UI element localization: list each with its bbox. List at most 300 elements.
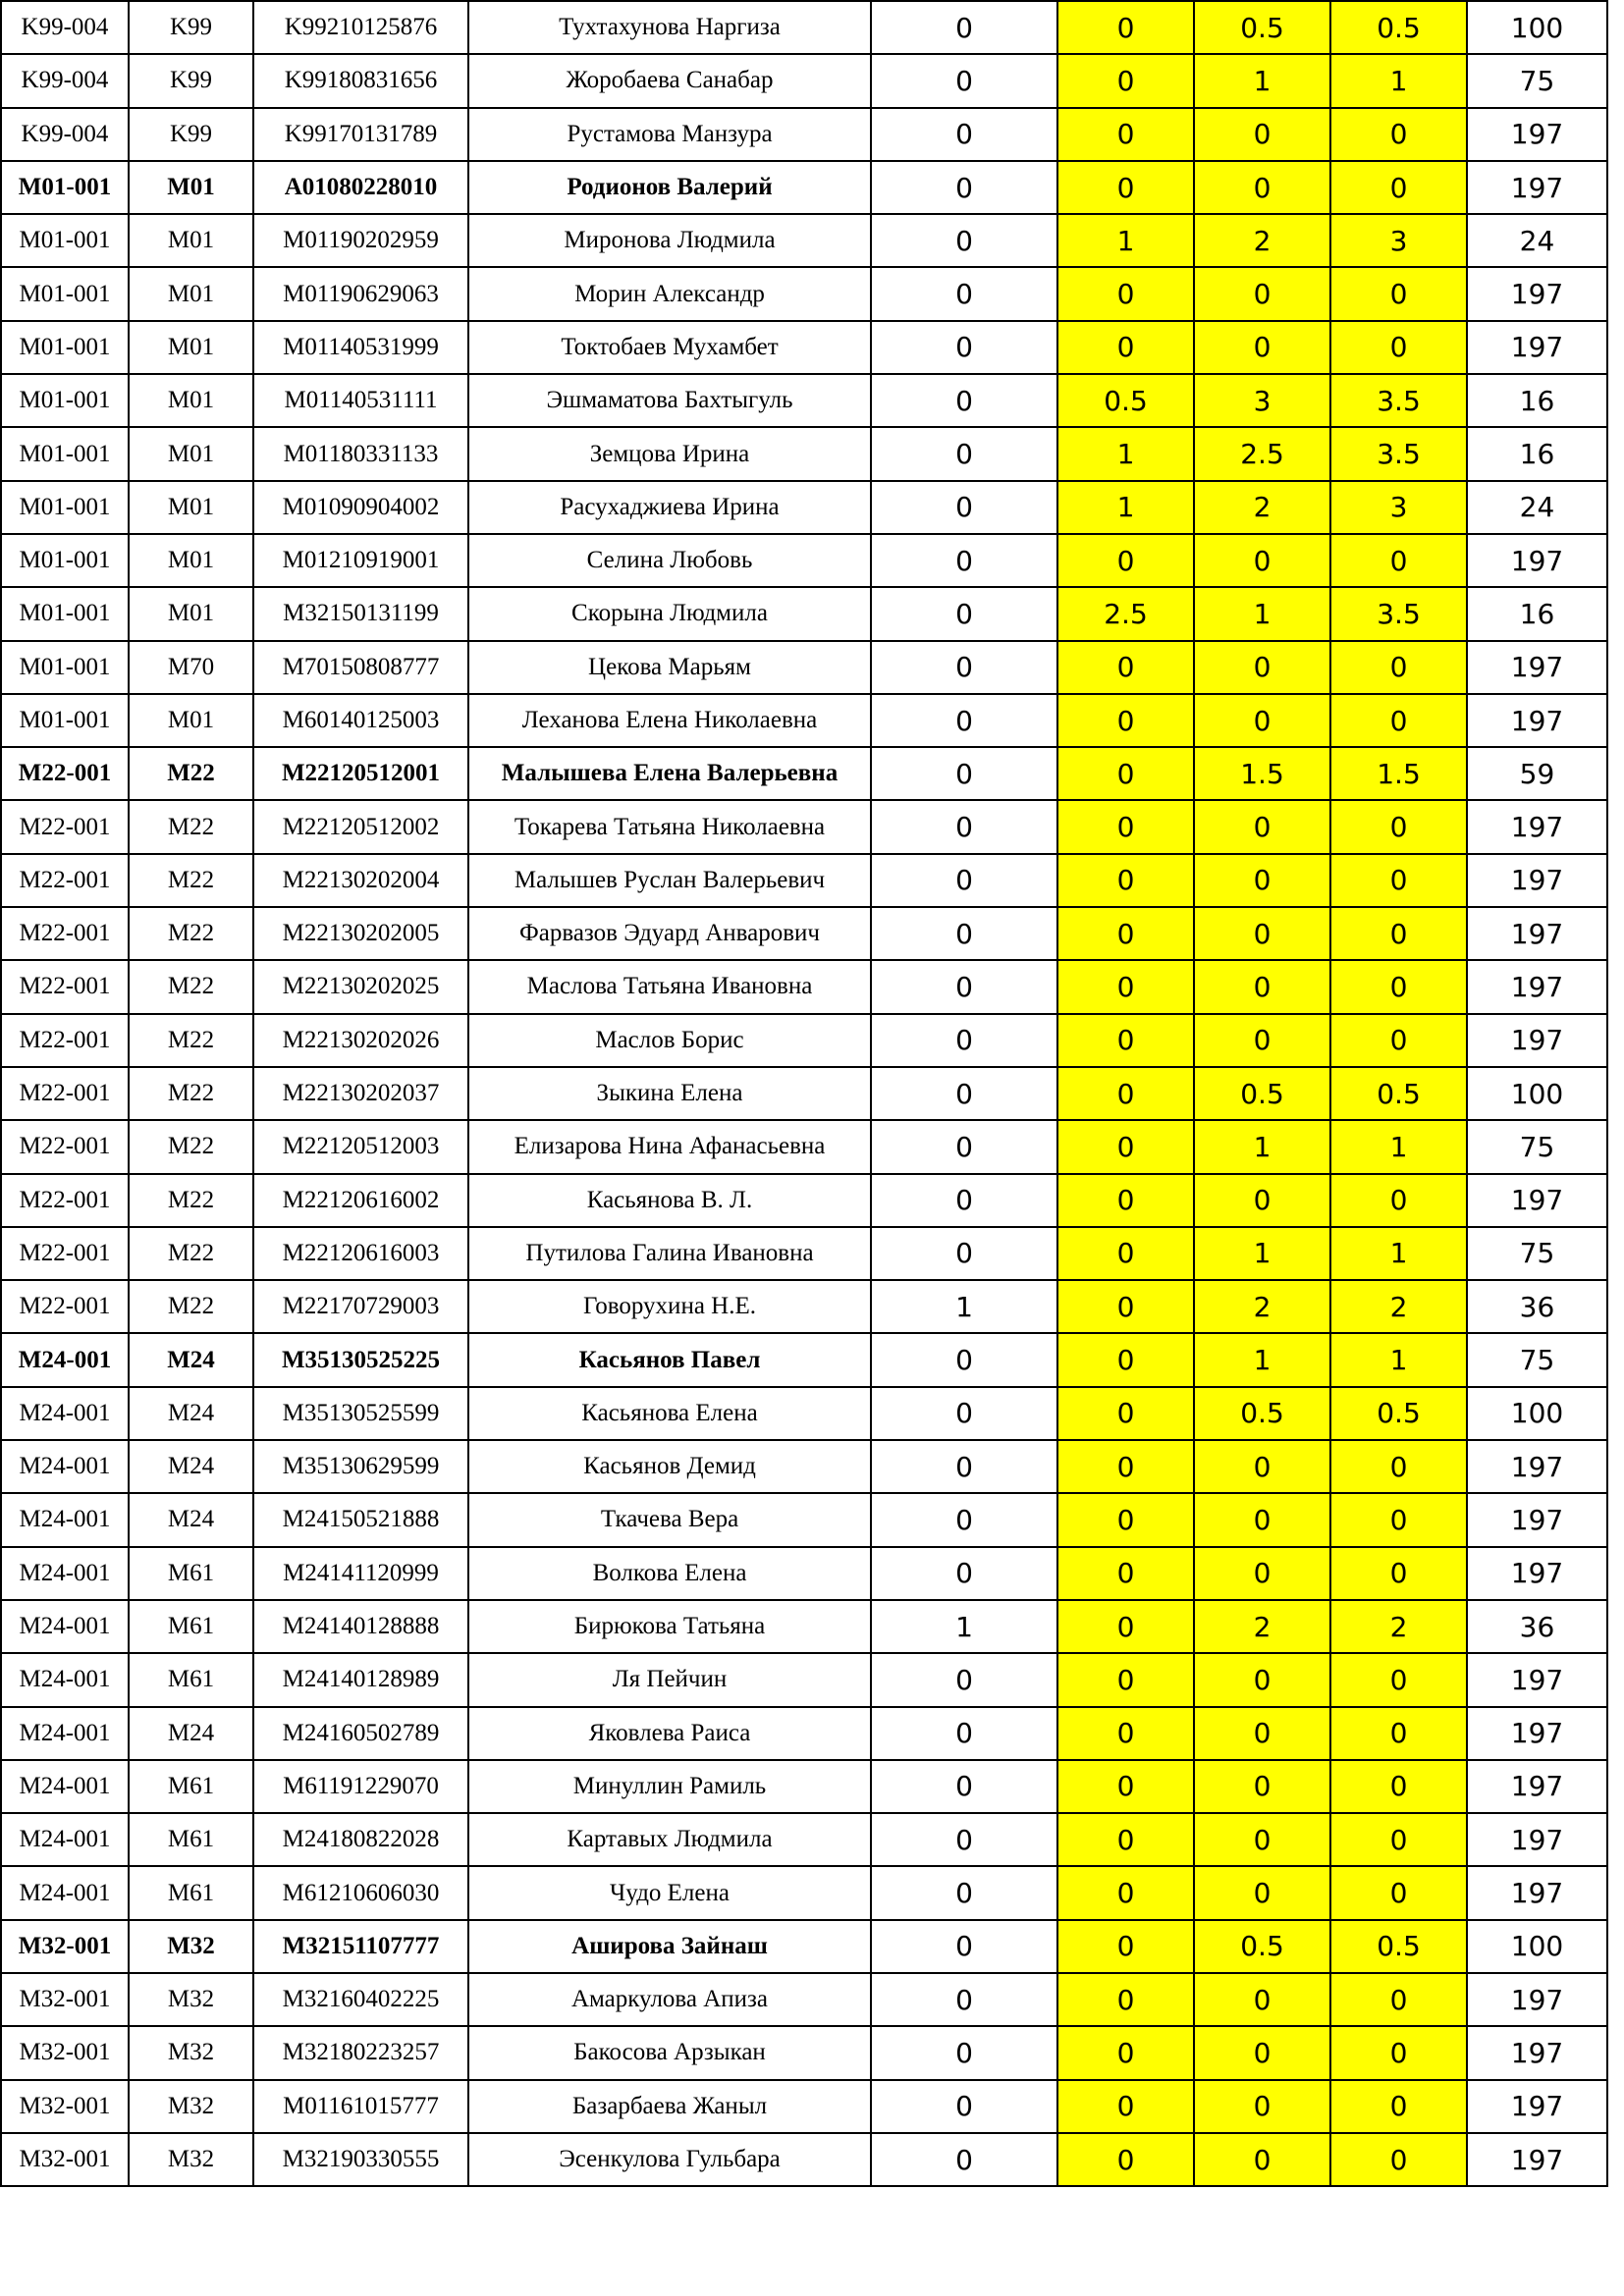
rank-cell: 197 — [1467, 534, 1607, 587]
table-row — [1, 587, 1607, 640]
col1-cell: 0 — [871, 1, 1057, 54]
col4-cell: 1 — [1330, 1333, 1467, 1386]
id-cell: M01161015777 — [253, 2080, 468, 2133]
rank-cell: 197 — [1467, 1813, 1607, 1866]
code-cell: M22-001 — [1, 854, 129, 907]
rank-cell: 16 — [1467, 427, 1607, 480]
code-cell: M22-001 — [1, 1120, 129, 1173]
col1-cell: 0 — [871, 747, 1057, 800]
col4-cell: 1.5 — [1330, 747, 1467, 800]
col3-cell: 0.5 — [1194, 1920, 1330, 1973]
group-cell: M70 — [129, 641, 253, 694]
group-cell: K99 — [129, 1, 253, 54]
id-cell: M22130202026 — [253, 1014, 468, 1067]
table-row — [1, 1707, 1607, 1760]
col2-cell: 0 — [1057, 1707, 1194, 1760]
col3-cell: 0.5 — [1194, 1387, 1330, 1440]
col2-cell: 1 — [1057, 427, 1194, 480]
col2-cell: 0 — [1057, 1440, 1194, 1493]
name-cell: Малышева Елена Валерьевна — [468, 747, 871, 800]
group-cell: M24 — [129, 1333, 253, 1386]
col4-cell: 1 — [1330, 1227, 1467, 1280]
name-cell: Картавых Людмила — [468, 1813, 871, 1866]
col1-cell: 0 — [871, 1866, 1057, 1919]
code-cell: M01-001 — [1, 161, 129, 214]
id-cell: M01190202959 — [253, 214, 468, 267]
id-cell: M22130202025 — [253, 960, 468, 1013]
table-row — [1, 534, 1607, 587]
col1-cell: 0 — [871, 907, 1057, 960]
col1-cell: 0 — [871, 267, 1057, 320]
col1-cell: 0 — [871, 587, 1057, 640]
name-cell: Бакосова Арзыкан — [468, 2026, 871, 2079]
code-cell: M32-001 — [1, 1973, 129, 2026]
col1-cell: 0 — [871, 1014, 1057, 1067]
code-cell: M24-001 — [1, 1387, 129, 1440]
rank-cell: 197 — [1467, 1653, 1607, 1706]
col4-cell: 0 — [1330, 907, 1467, 960]
code-cell: M22-001 — [1, 1067, 129, 1120]
col3-cell: 0 — [1194, 161, 1330, 214]
col2-cell: 0 — [1057, 321, 1194, 374]
code-cell: M32-001 — [1, 2026, 129, 2079]
code-cell: M01-001 — [1, 267, 129, 320]
group-cell: M01 — [129, 267, 253, 320]
col3-cell: 0 — [1194, 1174, 1330, 1227]
group-cell: M22 — [129, 907, 253, 960]
id-cell: M32150131199 — [253, 587, 468, 640]
rank-cell: 197 — [1467, 641, 1607, 694]
code-cell: M01-001 — [1, 214, 129, 267]
col1-cell: 0 — [871, 534, 1057, 587]
table-row-leader — [1, 1333, 1607, 1386]
col2-cell: 0 — [1057, 2026, 1194, 2079]
rank-cell: 197 — [1467, 1760, 1607, 1813]
col2-cell: 0 — [1057, 1333, 1194, 1386]
group-cell: M24 — [129, 1387, 253, 1440]
col1-cell: 0 — [871, 321, 1057, 374]
col1-cell: 0 — [871, 1920, 1057, 1973]
col2-cell: 0 — [1057, 1067, 1194, 1120]
id-cell: M32151107777 — [253, 1920, 468, 1973]
id-cell: M24150521888 — [253, 1493, 468, 1546]
col4-cell: 0 — [1330, 1493, 1467, 1546]
table-row — [1, 960, 1607, 1013]
table-row — [1, 1600, 1607, 1653]
name-cell: Касьянова В. Л. — [468, 1174, 871, 1227]
rank-cell: 197 — [1467, 854, 1607, 907]
col2-cell: 0 — [1057, 1120, 1194, 1173]
col1-cell: 0 — [871, 1760, 1057, 1813]
name-cell: Фарвазов Эдуард Анварович — [468, 907, 871, 960]
col3-cell: 2 — [1194, 481, 1330, 534]
col4-cell: 0 — [1330, 694, 1467, 747]
group-cell: M22 — [129, 1067, 253, 1120]
table-row — [1, 2080, 1607, 2133]
rank-cell: 197 — [1467, 161, 1607, 214]
id-cell: K99210125876 — [253, 1, 468, 54]
col3-cell: 0.5 — [1194, 1067, 1330, 1120]
col4-cell: 0 — [1330, 1813, 1467, 1866]
code-cell: M22-001 — [1, 747, 129, 800]
col1-cell: 0 — [871, 1174, 1057, 1227]
code-cell: M24-001 — [1, 1760, 129, 1813]
col2-cell: 0 — [1057, 1973, 1194, 2026]
id-cell: M01210919001 — [253, 534, 468, 587]
col1-cell: 0 — [871, 800, 1057, 853]
code-cell: K99-004 — [1, 1, 129, 54]
code-cell: M01-001 — [1, 321, 129, 374]
table-row — [1, 1, 1607, 54]
code-cell: M24-001 — [1, 1600, 129, 1653]
group-cell: M32 — [129, 1920, 253, 1973]
code-cell: M01-001 — [1, 641, 129, 694]
code-cell: M22-001 — [1, 960, 129, 1013]
col2-cell: 0 — [1057, 1, 1194, 54]
col4-cell: 2 — [1330, 1600, 1467, 1653]
code-cell: M22-001 — [1, 800, 129, 853]
name-cell: Земцова Ирина — [468, 427, 871, 480]
id-cell: M35130525225 — [253, 1333, 468, 1386]
group-cell: M01 — [129, 161, 253, 214]
id-cell: M01090904002 — [253, 481, 468, 534]
col1-cell: 0 — [871, 161, 1057, 214]
rank-cell: 16 — [1467, 374, 1607, 427]
table-row — [1, 1973, 1607, 2026]
code-cell: M22-001 — [1, 1014, 129, 1067]
name-cell: Миронова Людмила — [468, 214, 871, 267]
table-row — [1, 1866, 1607, 1919]
name-cell: Рустамова Манзура — [468, 108, 871, 161]
name-cell: Жоробаева Санабар — [468, 54, 871, 107]
name-cell: Ткачева Вера — [468, 1493, 871, 1546]
col2-cell: 0 — [1057, 747, 1194, 800]
group-cell: M01 — [129, 427, 253, 480]
col3-cell: 0 — [1194, 267, 1330, 320]
group-cell: M01 — [129, 694, 253, 747]
group-cell: M61 — [129, 1813, 253, 1866]
rank-cell: 100 — [1467, 1067, 1607, 1120]
id-cell: M22120616003 — [253, 1227, 468, 1280]
col2-cell: 0 — [1057, 1866, 1194, 1919]
id-cell: K99180831656 — [253, 54, 468, 107]
table-row — [1, 1387, 1607, 1440]
code-cell: M22-001 — [1, 1174, 129, 1227]
group-cell: M22 — [129, 1120, 253, 1173]
table-row — [1, 907, 1607, 960]
group-cell: M22 — [129, 1280, 253, 1333]
rank-cell: 100 — [1467, 1920, 1607, 1973]
col4-cell: 0 — [1330, 800, 1467, 853]
id-cell: M01190629063 — [253, 267, 468, 320]
col4-cell: 0 — [1330, 1760, 1467, 1813]
col1-cell: 0 — [871, 54, 1057, 107]
group-cell: M01 — [129, 321, 253, 374]
col3-cell: 0 — [1194, 1493, 1330, 1546]
id-cell: M24141120999 — [253, 1547, 468, 1600]
code-cell: M22-001 — [1, 907, 129, 960]
id-cell: A01080228010 — [253, 161, 468, 214]
table-row — [1, 694, 1607, 747]
id-cell: M24140128989 — [253, 1653, 468, 1706]
group-cell: M61 — [129, 1600, 253, 1653]
col1-cell: 0 — [871, 694, 1057, 747]
id-cell: M01180331133 — [253, 427, 468, 480]
col4-cell: 0 — [1330, 2133, 1467, 2186]
col3-cell: 0 — [1194, 2133, 1330, 2186]
col3-cell: 0 — [1194, 854, 1330, 907]
code-cell: M24-001 — [1, 1547, 129, 1600]
group-cell: M22 — [129, 1014, 253, 1067]
rank-cell: 197 — [1467, 1866, 1607, 1919]
col2-cell: 0 — [1057, 694, 1194, 747]
rank-cell: 75 — [1467, 1120, 1607, 1173]
rank-cell: 100 — [1467, 1387, 1607, 1440]
col1-cell: 0 — [871, 1813, 1057, 1866]
table-row — [1, 54, 1607, 107]
col1-cell: 0 — [871, 854, 1057, 907]
col4-cell: 0 — [1330, 1653, 1467, 1706]
col1-cell: 0 — [871, 481, 1057, 534]
name-cell: Путилова Галина Ивановна — [468, 1227, 871, 1280]
name-cell: Токтобаев Мухамбет — [468, 321, 871, 374]
code-cell: M01-001 — [1, 587, 129, 640]
table-row — [1, 1653, 1607, 1706]
rank-cell: 197 — [1467, 2026, 1607, 2079]
col3-cell: 0 — [1194, 2026, 1330, 2079]
code-cell: M24-001 — [1, 1653, 129, 1706]
col2-cell: 1 — [1057, 481, 1194, 534]
id-cell: M01140531999 — [253, 321, 468, 374]
rank-cell: 75 — [1467, 1333, 1607, 1386]
col1-cell: 0 — [871, 1067, 1057, 1120]
col4-cell: 0 — [1330, 960, 1467, 1013]
id-cell: M22120512003 — [253, 1120, 468, 1173]
col1-cell: 0 — [871, 1973, 1057, 2026]
group-cell: M01 — [129, 481, 253, 534]
group-cell: M61 — [129, 1653, 253, 1706]
group-cell: M32 — [129, 2080, 253, 2133]
col3-cell: 0 — [1194, 2080, 1330, 2133]
table-row — [1, 321, 1607, 374]
id-cell: M60140125003 — [253, 694, 468, 747]
code-cell: M24-001 — [1, 1333, 129, 1386]
code-cell: M01-001 — [1, 427, 129, 480]
group-cell: M61 — [129, 1547, 253, 1600]
id-cell: M24140128888 — [253, 1600, 468, 1653]
col1-cell: 0 — [871, 427, 1057, 480]
code-cell: M24-001 — [1, 1813, 129, 1866]
rank-cell: 59 — [1467, 747, 1607, 800]
col3-cell: 1 — [1194, 1227, 1330, 1280]
col2-cell: 0 — [1057, 1387, 1194, 1440]
col4-cell: 3.5 — [1330, 427, 1467, 480]
col3-cell: 0 — [1194, 960, 1330, 1013]
name-cell: Чудо Елена — [468, 1866, 871, 1919]
col3-cell: 2 — [1194, 214, 1330, 267]
col1-cell: 0 — [871, 1387, 1057, 1440]
group-cell: M24 — [129, 1440, 253, 1493]
group-cell: M61 — [129, 1760, 253, 1813]
id-cell: K99170131789 — [253, 108, 468, 161]
col4-cell: 0 — [1330, 1866, 1467, 1919]
group-cell: M01 — [129, 534, 253, 587]
col1-cell: 0 — [871, 1227, 1057, 1280]
col4-cell: 3.5 — [1330, 374, 1467, 427]
col1-cell: 0 — [871, 641, 1057, 694]
col4-cell: 0 — [1330, 2026, 1467, 2079]
group-cell: M32 — [129, 2133, 253, 2186]
rank-cell: 36 — [1467, 1280, 1607, 1333]
table-row — [1, 267, 1607, 320]
col3-cell: 0 — [1194, 1813, 1330, 1866]
col3-cell: 0 — [1194, 1653, 1330, 1706]
name-cell: Расухаджиева Ирина — [468, 481, 871, 534]
table-row — [1, 1760, 1607, 1813]
col2-cell: 0 — [1057, 534, 1194, 587]
table-row — [1, 800, 1607, 853]
col4-cell: 1 — [1330, 1120, 1467, 1173]
col2-cell: 0 — [1057, 2133, 1194, 2186]
table-row — [1, 2133, 1607, 2186]
name-cell: Токарева Татьяна Николаевна — [468, 800, 871, 853]
table-row — [1, 1440, 1607, 1493]
col3-cell: 2.5 — [1194, 427, 1330, 480]
id-cell: M32180223257 — [253, 2026, 468, 2079]
code-cell: M24-001 — [1, 1440, 129, 1493]
code-cell: M22-001 — [1, 1280, 129, 1333]
code-cell: M01-001 — [1, 481, 129, 534]
col2-cell: 0 — [1057, 1014, 1194, 1067]
col3-cell: 0 — [1194, 534, 1330, 587]
rank-cell: 197 — [1467, 108, 1607, 161]
rank-cell: 197 — [1467, 321, 1607, 374]
code-cell: M24-001 — [1, 1493, 129, 1546]
col1-cell: 0 — [871, 1440, 1057, 1493]
rank-cell: 197 — [1467, 1707, 1607, 1760]
table-row — [1, 1813, 1607, 1866]
rank-cell: 75 — [1467, 54, 1607, 107]
name-cell: Говорухина Н.Е. — [468, 1280, 871, 1333]
id-cell: M01140531111 — [253, 374, 468, 427]
code-cell: M01-001 — [1, 694, 129, 747]
table-row — [1, 1280, 1607, 1333]
col2-cell: 0 — [1057, 1600, 1194, 1653]
col3-cell: 0 — [1194, 1866, 1330, 1919]
table-row — [1, 108, 1607, 161]
col1-cell: 1 — [871, 1280, 1057, 1333]
col4-cell: 0.5 — [1330, 1067, 1467, 1120]
col3-cell: 0 — [1194, 800, 1330, 853]
col3-cell: 3 — [1194, 374, 1330, 427]
col4-cell: 0 — [1330, 1014, 1467, 1067]
col1-cell: 0 — [871, 960, 1057, 1013]
table-row — [1, 1120, 1607, 1173]
group-cell: M61 — [129, 1866, 253, 1919]
name-cell: Аширова Зайнаш — [468, 1920, 871, 1973]
id-cell: M35130525599 — [253, 1387, 468, 1440]
code-cell: K99-004 — [1, 54, 129, 107]
name-cell: Скорына Людмила — [468, 587, 871, 640]
col2-cell: 0 — [1057, 960, 1194, 1013]
col1-cell: 0 — [871, 2080, 1057, 2133]
col2-cell: 0 — [1057, 2080, 1194, 2133]
name-cell: Малышев Руслан Валерьевич — [468, 854, 871, 907]
table-row — [1, 1174, 1607, 1227]
table-row — [1, 1014, 1607, 1067]
group-cell: M01 — [129, 587, 253, 640]
col3-cell: 0 — [1194, 694, 1330, 747]
id-cell: M22170729003 — [253, 1280, 468, 1333]
group-cell: M22 — [129, 747, 253, 800]
col1-cell: 0 — [871, 1120, 1057, 1173]
col3-cell: 2 — [1194, 1280, 1330, 1333]
code-cell: M01-001 — [1, 534, 129, 587]
rank-cell: 197 — [1467, 694, 1607, 747]
col3-cell: 0 — [1194, 1760, 1330, 1813]
rank-cell: 197 — [1467, 1493, 1607, 1546]
rank-cell: 197 — [1467, 800, 1607, 853]
rank-cell: 197 — [1467, 1973, 1607, 2026]
col3-cell: 2 — [1194, 1600, 1330, 1653]
name-cell: Эшмаматова Бахтыгуль — [468, 374, 871, 427]
col2-cell: 0 — [1057, 267, 1194, 320]
rank-cell: 197 — [1467, 960, 1607, 1013]
col1-cell: 0 — [871, 374, 1057, 427]
col3-cell: 0 — [1194, 108, 1330, 161]
group-cell: M01 — [129, 214, 253, 267]
col2-cell: 0 — [1057, 1920, 1194, 1973]
col2-cell: 0 — [1057, 854, 1194, 907]
code-cell: M32-001 — [1, 1920, 129, 1973]
col4-cell: 3 — [1330, 481, 1467, 534]
name-cell: Касьянов Демид — [468, 1440, 871, 1493]
id-cell: M35130629599 — [253, 1440, 468, 1493]
col4-cell: 0 — [1330, 1707, 1467, 1760]
col1-cell: 0 — [871, 2133, 1057, 2186]
col2-cell: 0 — [1057, 1280, 1194, 1333]
name-cell: Родионов Валерий — [468, 161, 871, 214]
col1-cell: 0 — [871, 108, 1057, 161]
col4-cell: 3.5 — [1330, 587, 1467, 640]
col3-cell: 0 — [1194, 1014, 1330, 1067]
id-cell: M22130202037 — [253, 1067, 468, 1120]
group-cell: M22 — [129, 854, 253, 907]
table-row — [1, 214, 1607, 267]
col4-cell: 0 — [1330, 1174, 1467, 1227]
rank-cell: 36 — [1467, 1600, 1607, 1653]
code-cell: M32-001 — [1, 2080, 129, 2133]
col1-cell: 0 — [871, 1707, 1057, 1760]
code-cell: M24-001 — [1, 1707, 129, 1760]
name-cell: Касьянов Павел — [468, 1333, 871, 1386]
rank-cell: 197 — [1467, 2080, 1607, 2133]
id-cell: M61191229070 — [253, 1760, 468, 1813]
group-cell: M22 — [129, 1227, 253, 1280]
col2-cell: 0 — [1057, 161, 1194, 214]
name-cell: Селина Любовь — [468, 534, 871, 587]
col3-cell: 0.5 — [1194, 1, 1330, 54]
col3-cell: 0 — [1194, 1707, 1330, 1760]
col4-cell: 0 — [1330, 161, 1467, 214]
col4-cell: 0 — [1330, 321, 1467, 374]
col3-cell: 1 — [1194, 1120, 1330, 1173]
col1-cell: 0 — [871, 1493, 1057, 1546]
table-row — [1, 854, 1607, 907]
rank-cell: 100 — [1467, 1, 1607, 54]
id-cell: M32160402225 — [253, 1973, 468, 2026]
col3-cell: 0 — [1194, 1440, 1330, 1493]
